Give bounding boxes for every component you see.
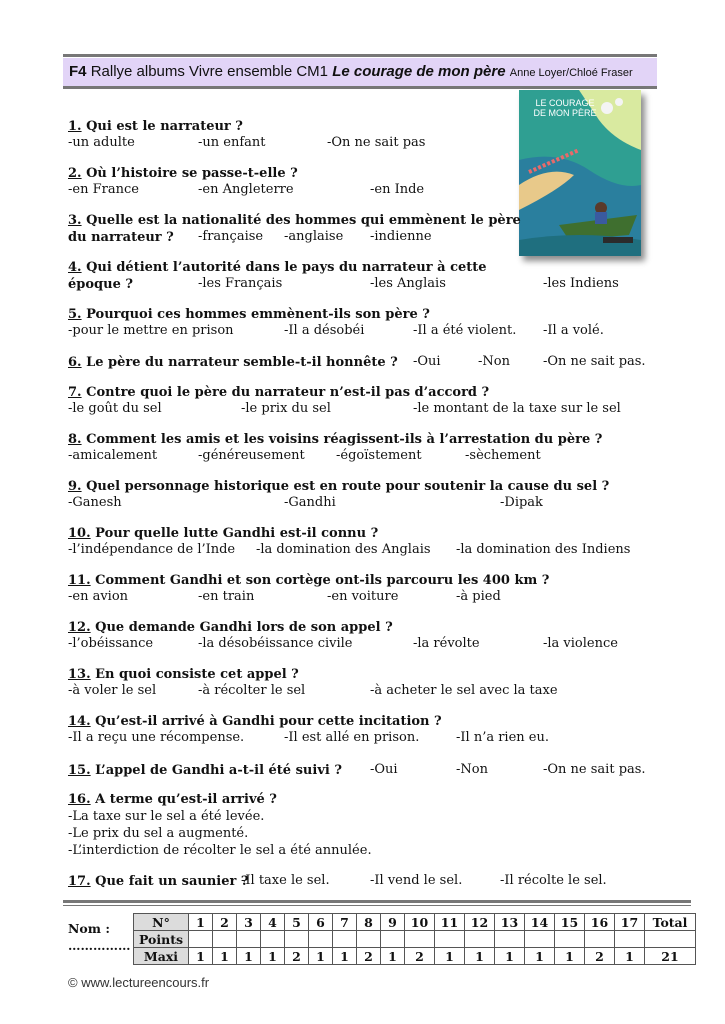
answer-option: -l’obéissance <box>68 636 154 651</box>
question-6 <box>68 354 398 371</box>
points-cell[interactable] <box>309 931 333 948</box>
table-row-points <box>134 931 696 948</box>
row-label-maxi: Maxi <box>134 948 189 965</box>
table-row-maxi <box>134 948 696 965</box>
col-number: 3 <box>237 914 261 931</box>
header-bottom-rule <box>63 86 657 89</box>
answer-option: -en avion <box>68 589 129 604</box>
maxi-cell: 1 <box>435 948 465 965</box>
question-text: Qui est le narrateur ? <box>81 119 243 134</box>
answer-option: -Il a désobéi <box>284 323 365 338</box>
answer-option: -un adulte <box>68 135 135 150</box>
question-text: Que demande Gandhi lors de son appel ? <box>90 620 393 635</box>
answer-option: -à pied <box>456 589 501 604</box>
maxi-cell: 1 <box>381 948 405 965</box>
maxi-cell: 2 <box>357 948 381 965</box>
maxi-cell: 1 <box>465 948 495 965</box>
col-number: 16 <box>585 914 615 931</box>
answer-option: -le montant de la taxe sur le sel <box>413 401 621 416</box>
col-number: 9 <box>381 914 405 931</box>
points-total-cell[interactable] <box>645 931 696 948</box>
maxi-cell: 1 <box>261 948 285 965</box>
question-9 <box>68 478 609 495</box>
question-16 <box>68 791 372 859</box>
question-number: 9. <box>68 479 82 494</box>
row-label-points: Points <box>134 931 189 948</box>
points-cell[interactable] <box>333 931 357 948</box>
table-top-rule <box>63 900 691 903</box>
answer-option: -la désobéissance civile <box>198 636 353 651</box>
book-cover-image <box>519 90 641 256</box>
answer-option: -Il a volé. <box>543 323 604 338</box>
answer-option: -Il taxe le sel. <box>241 873 330 888</box>
answer-option: -la domination des Indiens <box>456 542 631 557</box>
points-cell[interactable] <box>213 931 237 948</box>
answer-option: -Non <box>456 762 488 777</box>
question-7 <box>68 384 489 401</box>
answer-option: -le prix du sel <box>241 401 331 416</box>
question-15 <box>68 762 342 779</box>
name-label: Nom : <box>68 921 110 936</box>
footer <box>68 975 209 990</box>
answer-option: -Il n’a rien eu. <box>456 730 549 745</box>
question-1 <box>68 118 243 135</box>
question-text: Comment les amis et les voisins réagissent-ils à l’arrestation du père ? <box>81 432 603 447</box>
answer-option: -en voiture <box>327 589 399 604</box>
question-text: Pourquoi ces hommes emmènent-ils son père ? <box>81 307 430 322</box>
question-text: Pour quelle lutte Gandhi est-il connu ? <box>90 526 379 541</box>
copyright-symbol: © <box>68 975 78 990</box>
answer-option: -l’indépendance de l’Inde <box>68 542 236 557</box>
points-cell[interactable] <box>465 931 495 948</box>
col-number: 15 <box>555 914 585 931</box>
answer-option: -Oui <box>413 354 441 369</box>
answer-option: -Il a reçu une récompense. <box>68 730 245 745</box>
maxi-cell: 2 <box>285 948 309 965</box>
answer-option: -On ne sait pas. <box>543 762 646 777</box>
maxi-cell: 1 <box>189 948 213 965</box>
answer-option: -à acheter le sel avec la taxe <box>370 683 558 698</box>
question-text: Contre quoi le père du narrateur n’est-il pas d’accord ? <box>81 385 490 400</box>
maxi-cell: 2 <box>585 948 615 965</box>
answer-option: -la révolte <box>413 636 480 651</box>
score-table <box>133 913 696 965</box>
question-10 <box>68 525 378 542</box>
question-12 <box>68 619 393 636</box>
series-title: Rallye albums Vivre ensemble CM1 <box>90 63 329 80</box>
points-cell[interactable] <box>285 931 309 948</box>
points-cell[interactable] <box>381 931 405 948</box>
col-number: 1 <box>189 914 213 931</box>
points-cell[interactable] <box>405 931 435 948</box>
answer-option: -On ne sait pas <box>327 135 426 150</box>
answer-option: -La taxe sur le sel a été levée. <box>68 809 265 824</box>
question-number: 15. <box>68 763 91 778</box>
answer-option: -L’interdiction de récolter le sel a été annulée. <box>68 843 372 858</box>
maxi-cell: 2 <box>405 948 435 965</box>
maxi-cell: 1 <box>333 948 357 965</box>
answer-option: -égoïstement <box>336 448 422 463</box>
answer-option: -sèchement <box>465 448 541 463</box>
answer-option: -Le prix du sel a augmenté. <box>68 826 249 841</box>
col-number: 13 <box>495 914 525 931</box>
points-cell[interactable] <box>435 931 465 948</box>
answer-option: -Gandhi <box>284 495 336 510</box>
answer-option: -la violence <box>543 636 618 651</box>
row-label-n: N° <box>134 914 189 931</box>
header-banner <box>63 58 657 86</box>
answer-option: -amicalement <box>68 448 158 463</box>
answer-option: -les Anglais <box>370 276 446 291</box>
question-8 <box>68 431 602 448</box>
question-14 <box>68 713 442 730</box>
question-text: L’appel de Gandhi a-t-il été suivi ? <box>90 763 342 778</box>
question-number: 6. <box>68 355 82 370</box>
points-cell[interactable] <box>555 931 585 948</box>
answer-option: -Non <box>478 354 510 369</box>
points-cell[interactable] <box>189 931 213 948</box>
question-number: 12. <box>68 620 91 635</box>
question-text-cont: du narrateur ? <box>68 230 174 245</box>
cover-title-line2: DE MON PÈRE <box>533 108 597 118</box>
question-text: Où l’histoire se passe-t-elle ? <box>81 166 298 181</box>
question-17 <box>68 873 249 890</box>
answer-option: -pour le mettre en prison <box>68 323 234 338</box>
answer-option: -anglaise <box>284 229 344 244</box>
book-authors: Anne Loyer/Chloé Fraser <box>509 67 633 79</box>
question-text: Qu’est-il arrivé à Gandhi pour cette incitation ? <box>90 714 442 729</box>
question-number: 17. <box>68 874 91 889</box>
question-number: 5. <box>68 307 82 322</box>
question-text: Comment Gandhi et son cortège ont-ils parcouru les 400 km ? <box>90 573 550 588</box>
answer-option: -Il vend le sel. <box>370 873 463 888</box>
col-number: 4 <box>261 914 285 931</box>
question-number: 4. <box>68 260 82 275</box>
question-text: Quel personnage historique est en route pour soutenir la cause du sel ? <box>81 479 610 494</box>
col-number: 7 <box>333 914 357 931</box>
maxi-cell: 1 <box>213 948 237 965</box>
answer-option: -le goût du sel <box>68 401 162 416</box>
col-number: 14 <box>525 914 555 931</box>
col-number: 5 <box>285 914 309 931</box>
question-13 <box>68 666 299 683</box>
points-cell[interactable] <box>525 931 555 948</box>
question-number: 11. <box>68 573 91 588</box>
answer-option: -On ne sait pas. <box>543 354 646 369</box>
col-number: 6 <box>309 914 333 931</box>
question-number: 16. <box>68 792 91 807</box>
answer-option: -généreusement <box>198 448 305 463</box>
name-dots: …………… <box>68 938 131 953</box>
answer-option: -à récolter le sel <box>198 683 306 698</box>
question-number: 13. <box>68 667 91 682</box>
table-top-rule-thin <box>63 905 691 906</box>
points-cell[interactable] <box>585 931 615 948</box>
answer-option: -indienne <box>370 229 432 244</box>
points-cell[interactable] <box>261 931 285 948</box>
maxi-cell: 1 <box>615 948 645 965</box>
header-top-rule <box>63 54 657 57</box>
points-cell[interactable] <box>237 931 261 948</box>
answer-option: -Il est allé en prison. <box>284 730 420 745</box>
answer-option: -Il a été violent. <box>413 323 517 338</box>
name-field <box>68 920 131 954</box>
points-cell[interactable] <box>357 931 381 948</box>
answer-option: -les Indiens <box>543 276 619 291</box>
question-number: 2. <box>68 166 82 181</box>
question-number: 10. <box>68 526 91 541</box>
answer-option: -un enfant <box>198 135 266 150</box>
maxi-cell: 1 <box>237 948 261 965</box>
maxi-cell: 1 <box>525 948 555 965</box>
question-number: 7. <box>68 385 82 400</box>
answer-option: -Dipak <box>500 495 543 510</box>
points-cell[interactable] <box>615 931 645 948</box>
question-number: 8. <box>68 432 82 447</box>
table-row-numbers <box>134 914 696 931</box>
col-number: 10 <box>405 914 435 931</box>
question-number: 1. <box>68 119 82 134</box>
answer-option: -Il récolte le sel. <box>500 873 607 888</box>
col-number: 8 <box>357 914 381 931</box>
footer-site-link[interactable]: www.lectureencours.fr <box>81 975 210 990</box>
question-text: En quoi consiste cet appel ? <box>90 667 299 682</box>
col-number: 2 <box>213 914 237 931</box>
question-text: Quelle est la nationalité des hommes qui emmènent le père <box>81 213 521 228</box>
answer-option: -à voler le sel <box>68 683 157 698</box>
book-title: Le courage de mon père <box>332 63 506 80</box>
question-text: Le père du narrateur semble-t-il honnête ? <box>81 355 398 370</box>
maxi-cell: 1 <box>309 948 333 965</box>
question-text: A terme qu’est-il arrivé ? <box>90 792 277 807</box>
answer-option: -française <box>198 229 264 244</box>
question-number: 3. <box>68 213 82 228</box>
col-number: 12 <box>465 914 495 931</box>
answer-option: -la domination des Anglais <box>256 542 431 557</box>
question-11 <box>68 572 549 589</box>
answer-option: -en Angleterre <box>198 182 294 197</box>
col-total: Total <box>645 914 696 931</box>
sheet-code: F4 <box>69 63 87 80</box>
answer-option: -en France <box>68 182 139 197</box>
col-number: 17 <box>615 914 645 931</box>
maxi-cell: 1 <box>495 948 525 965</box>
question-text: Qui détient l’autorité dans le pays du narrateur à cette <box>81 260 487 275</box>
answer-option: -les Français <box>198 276 283 291</box>
question-text-cont: époque ? <box>68 277 133 292</box>
cover-title-line1: LE COURAGE <box>535 98 595 108</box>
col-number: 11 <box>435 914 465 931</box>
question-text: Que fait un saunier ? <box>90 874 249 889</box>
answer-option: -en train <box>198 589 255 604</box>
maxi-total: 21 <box>645 948 696 965</box>
question-2 <box>68 165 298 182</box>
question-5 <box>68 306 430 323</box>
answer-option: -Oui <box>370 762 398 777</box>
answer-option: -Ganesh <box>68 495 122 510</box>
question-number: 14. <box>68 714 91 729</box>
points-cell[interactable] <box>495 931 525 948</box>
maxi-cell: 1 <box>555 948 585 965</box>
answer-option: -en Inde <box>370 182 425 197</box>
